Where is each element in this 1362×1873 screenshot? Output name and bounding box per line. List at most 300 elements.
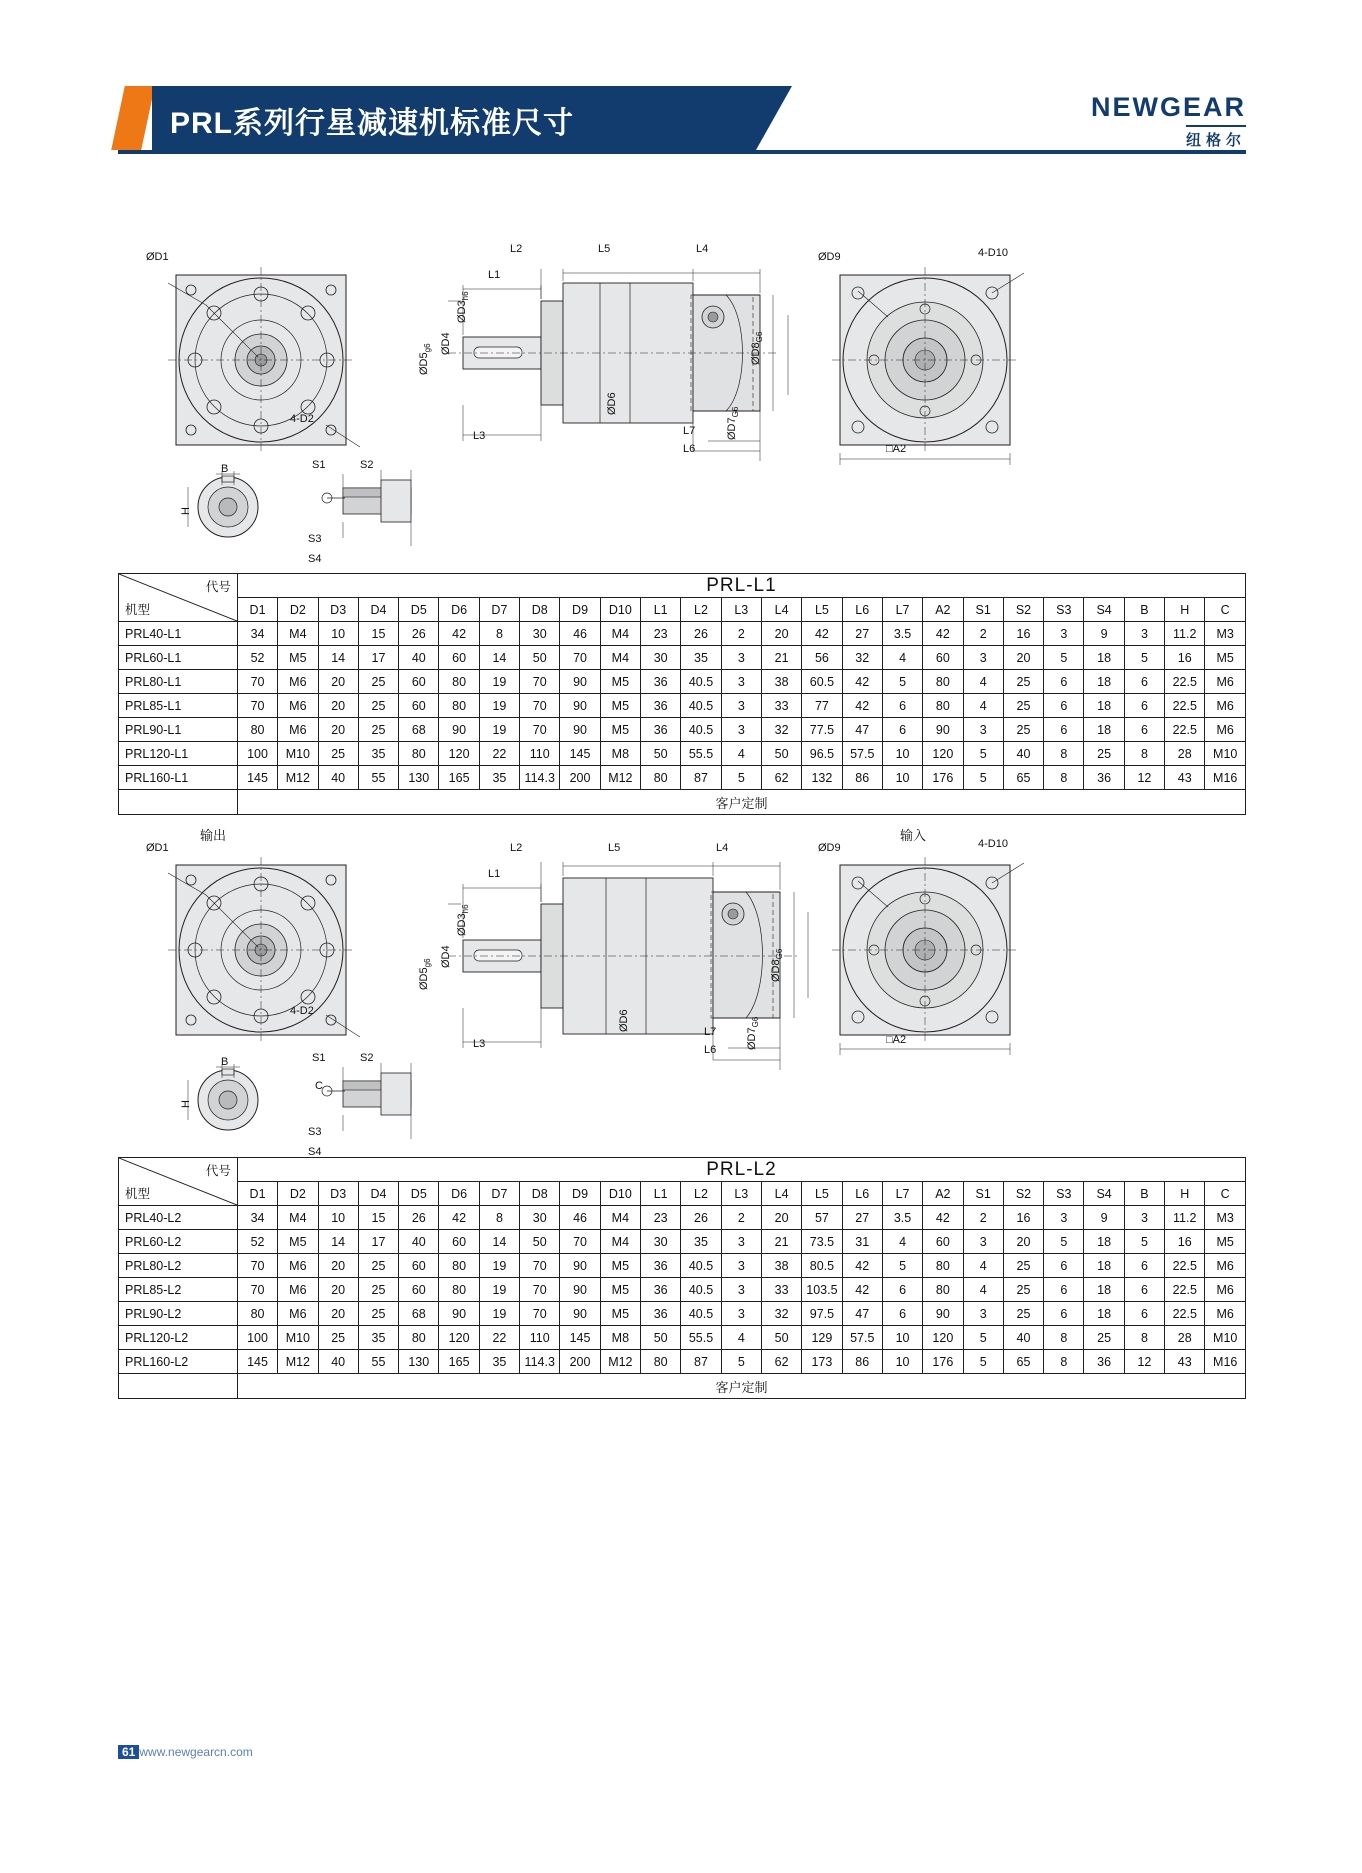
cell-l6: 27: [842, 1206, 882, 1230]
cell-l7: 10: [882, 1350, 922, 1374]
dim-b-label: B: [221, 463, 229, 475]
cell-l4: 38: [761, 670, 801, 694]
dim-h-label: H: [180, 507, 192, 515]
column-header-b: B: [1124, 1182, 1164, 1206]
dim-s4-label: S4: [308, 553, 322, 565]
cell-d5: 130: [399, 766, 439, 790]
cell-d7: 19: [479, 1254, 519, 1278]
column-header-s3: S3: [1044, 1182, 1084, 1206]
cell-b: 5: [1124, 646, 1164, 670]
cell-d9: 90: [560, 1278, 600, 1302]
cell-l4: 50: [761, 1326, 801, 1350]
dim-d5-label: $ØD5_{g6}$: [418, 343, 433, 375]
cell-d10: M5: [600, 694, 640, 718]
cell-l4: 32: [761, 1302, 801, 1326]
cell-l5: 103.5: [802, 1278, 842, 1302]
cell-d1: 70: [237, 1278, 277, 1302]
model-cell: PRL160-L1: [119, 766, 238, 790]
page-title: PRL系列行星减速机标准尺寸: [170, 107, 574, 140]
cell-s1: 5: [963, 766, 1003, 790]
cell-d4: 25: [358, 670, 398, 694]
cell-d4: 55: [358, 1350, 398, 1374]
cell-l7: 6: [882, 1278, 922, 1302]
cell-d10: M5: [600, 1302, 640, 1326]
cell-d9: 90: [560, 670, 600, 694]
cell-d4: 25: [358, 1254, 398, 1278]
cell-d2: M6: [278, 1278, 318, 1302]
cell-d2: M4: [278, 622, 318, 646]
cell-l6: 86: [842, 766, 882, 790]
cell-d4: 17: [358, 1230, 398, 1254]
cell-l1: 36: [641, 1254, 681, 1278]
dim-l1-label-l2: L1: [488, 868, 501, 880]
cell-l2: 40.5: [681, 718, 721, 742]
cell-d1: 145: [237, 1350, 277, 1374]
cell-d1: 52: [237, 646, 277, 670]
cell-c: M6: [1205, 670, 1246, 694]
cell-d3: 20: [318, 1302, 358, 1326]
cell-d10: M5: [600, 1278, 640, 1302]
model-cell: PRL160-L2: [119, 1350, 238, 1374]
header-orange-accent: [111, 86, 155, 150]
cell-d6: 90: [439, 718, 479, 742]
cell-d9: 70: [560, 1230, 600, 1254]
cell-s1: 4: [963, 694, 1003, 718]
cell-b: 6: [1124, 1302, 1164, 1326]
cell-s4: 18: [1084, 694, 1124, 718]
cell-d5: 60: [399, 1254, 439, 1278]
cell-d10: M12: [600, 766, 640, 790]
cell-d8: 70: [520, 1254, 560, 1278]
cell-l5: 77.5: [802, 718, 842, 742]
cell-l2: 40.5: [681, 1278, 721, 1302]
column-header-a2: A2: [923, 598, 963, 622]
dim-s2-label: S2: [360, 459, 374, 471]
cell-l6: 31: [842, 1230, 882, 1254]
cell-l5: 56: [802, 646, 842, 670]
model-cell: PRL40-L1: [119, 622, 238, 646]
dim-a2-label-l2: □A2: [886, 1034, 907, 1046]
cell-s2: 65: [1003, 1350, 1043, 1374]
column-header-d5: D5: [399, 1182, 439, 1206]
cell-s3: 3: [1044, 1206, 1084, 1230]
cell-c: M5: [1205, 1230, 1246, 1254]
column-header-d6: D6: [439, 1182, 479, 1206]
cell-l6: 27: [842, 622, 882, 646]
cell-l1: 80: [641, 766, 681, 790]
cell-d8: 70: [520, 670, 560, 694]
cell-d4: 25: [358, 1278, 398, 1302]
cell-d8: 110: [520, 1326, 560, 1350]
dim-l4-label-l2: L4: [716, 842, 729, 854]
cell-d6: 120: [439, 742, 479, 766]
cell-l6: 86: [842, 1350, 882, 1374]
cell-l2: 87: [681, 1350, 721, 1374]
dim-l1-label: L1: [488, 269, 501, 281]
cell-l4: 21: [761, 1230, 801, 1254]
cell-h: 22.5: [1165, 718, 1205, 742]
cell-s1: 2: [963, 1206, 1003, 1230]
cell-l1: 23: [641, 622, 681, 646]
column-header-d10: D10: [600, 1182, 640, 1206]
cell-l3: 3: [721, 694, 761, 718]
column-header-l7: L7: [882, 1182, 922, 1206]
cell-l4: 62: [761, 1350, 801, 1374]
cell-l3: 4: [721, 742, 761, 766]
cell-s4: 25: [1084, 742, 1124, 766]
dim-l4-label: L4: [696, 243, 709, 255]
cell-d4: 35: [358, 1326, 398, 1350]
cell-d2: M12: [278, 1350, 318, 1374]
cell-d5: 60: [399, 694, 439, 718]
dim-l5-label: L5: [598, 243, 611, 255]
cell-l4: 21: [761, 646, 801, 670]
cell-d6: 42: [439, 622, 479, 646]
cell-l2: 55.5: [681, 1326, 721, 1350]
cell-l2: 87: [681, 766, 721, 790]
cell-l4: 20: [761, 622, 801, 646]
table-row: [119, 1254, 1246, 1278]
dim-d6-label: ØD6: [606, 392, 618, 415]
table-column-row: [119, 598, 1246, 622]
table-corner-cell-2: [119, 1158, 238, 1206]
cell-l5: 96.5: [802, 742, 842, 766]
corner-label-model-2: 机型: [125, 1187, 151, 1201]
cell-s2: 40: [1003, 742, 1043, 766]
spec-table-l2: [118, 1157, 1246, 1399]
column-header-d6: D6: [439, 598, 479, 622]
cell-d3: 20: [318, 670, 358, 694]
cell-s4: 9: [1084, 1206, 1124, 1230]
table-title-l1: PRL-L1: [237, 574, 1245, 598]
column-header-l3: L3: [721, 1182, 761, 1206]
cell-l3: 3: [721, 1302, 761, 1326]
dim-l7-label-l2: L7: [704, 1026, 717, 1038]
cell-d6: 80: [439, 670, 479, 694]
model-cell: PRL40-L2: [119, 1206, 238, 1230]
cell-l7: 4: [882, 1230, 922, 1254]
cell-d9: 200: [560, 766, 600, 790]
column-header-d1: D1: [237, 598, 277, 622]
column-header-d2: D2: [278, 1182, 318, 1206]
cell-b: 12: [1124, 766, 1164, 790]
model-cell: PRL120-L2: [119, 1326, 238, 1350]
cell-l7: 6: [882, 694, 922, 718]
cell-s4: 36: [1084, 766, 1124, 790]
cell-d7: 35: [479, 766, 519, 790]
corner-label-model: 机型: [125, 603, 151, 617]
cell-s4: 9: [1084, 622, 1124, 646]
footer-url[interactable]: www.newgearcn.com: [139, 1745, 253, 1759]
cell-d9: 46: [560, 1206, 600, 1230]
cell-s1: 4: [963, 1278, 1003, 1302]
dim-d4-label: ØD4: [440, 332, 452, 355]
cell-d2: M6: [278, 670, 318, 694]
cell-h: 28: [1165, 742, 1205, 766]
cell-d2: M4: [278, 1206, 318, 1230]
page-footer: [118, 1745, 253, 1759]
cell-d8: 70: [520, 1278, 560, 1302]
cell-l5: 57: [802, 1206, 842, 1230]
cell-d10: M12: [600, 1350, 640, 1374]
model-cell: PRL80-L2: [119, 1254, 238, 1278]
cell-s4: 18: [1084, 1254, 1124, 1278]
cell-d5: 130: [399, 1350, 439, 1374]
cell-h: 22.5: [1165, 1254, 1205, 1278]
table-row: [119, 718, 1246, 742]
table-header-row: [119, 574, 1246, 598]
cell-l4: 20: [761, 1206, 801, 1230]
cell-d9: 70: [560, 646, 600, 670]
column-header-d2: D2: [278, 598, 318, 622]
cell-s2: 20: [1003, 646, 1043, 670]
cell-d1: 100: [237, 742, 277, 766]
dim-d9-label: ØD9: [818, 251, 841, 263]
dim-s2-label-l2: S2: [360, 1052, 374, 1064]
cell-d1: 145: [237, 766, 277, 790]
cell-s1: 2: [963, 622, 1003, 646]
table-row: [119, 694, 1246, 718]
cell-d4: 25: [358, 718, 398, 742]
column-header-l7: L7: [882, 598, 922, 622]
cell-s3: 3: [1044, 622, 1084, 646]
cell-s3: 6: [1044, 1302, 1084, 1326]
cell-l1: 36: [641, 694, 681, 718]
cell-l6: 57.5: [842, 742, 882, 766]
cell-d6: 80: [439, 694, 479, 718]
cell-s2: 65: [1003, 766, 1043, 790]
cell-l3: 3: [721, 646, 761, 670]
front-view-l2: [146, 855, 376, 1055]
dim-4d10-label: 4-D10: [978, 247, 1008, 259]
dim-l7-label: L7: [683, 425, 696, 437]
rear-view-l2: [818, 855, 1038, 1055]
column-header-l4: L4: [761, 598, 801, 622]
cell-d10: M8: [600, 742, 640, 766]
dim-d5-label-l2: $ØD5_{g6}$: [418, 958, 433, 990]
cell-d7: 19: [479, 718, 519, 742]
cell-s2: 25: [1003, 1254, 1043, 1278]
cell-d8: 30: [520, 622, 560, 646]
cell-d3: 20: [318, 1254, 358, 1278]
cell-l1: 30: [641, 1230, 681, 1254]
cell-d10: M4: [600, 1230, 640, 1254]
dim-s3-label-l2: S3: [308, 1126, 322, 1138]
cell-s3: 8: [1044, 742, 1084, 766]
column-header-l6: L6: [842, 1182, 882, 1206]
cell-c: M10: [1205, 742, 1246, 766]
table-row: [119, 646, 1246, 670]
column-header-l6: L6: [842, 598, 882, 622]
cell-c: M6: [1205, 718, 1246, 742]
cell-l3: 3: [721, 1254, 761, 1278]
header-rule: [118, 150, 1246, 154]
cell-d7: 22: [479, 742, 519, 766]
cell-s3: 8: [1044, 766, 1084, 790]
shaft-end-view-l2: [166, 1058, 286, 1138]
cell-d5: 40: [399, 646, 439, 670]
column-header-l4: L4: [761, 1182, 801, 1206]
dim-d7-label-l2: $ØD7_{G6}$: [746, 1016, 761, 1050]
cell-d7: 14: [479, 1230, 519, 1254]
cell-l7: 4: [882, 646, 922, 670]
cell-l4: 33: [761, 1278, 801, 1302]
dim-c-label-l2: C: [315, 1080, 323, 1092]
cell-l1: 36: [641, 1302, 681, 1326]
column-header-h: H: [1165, 598, 1205, 622]
drawing-group-l1: [118, 215, 1246, 565]
cell-d2: M10: [278, 1326, 318, 1350]
dim-d9-label-l2: ØD9: [818, 842, 841, 854]
spec-table-l1: [118, 573, 1246, 815]
cell-l3: 5: [721, 766, 761, 790]
cell-h: 22.5: [1165, 670, 1205, 694]
cell-d10: M4: [600, 622, 640, 646]
table-corner-cell: [119, 574, 238, 622]
cell-b: 6: [1124, 718, 1164, 742]
cell-l2: 26: [681, 1206, 721, 1230]
dim-l3-label-l2: L3: [473, 1038, 486, 1050]
dim-d7-label: $ØD7_{G6}$: [726, 406, 741, 440]
table-row: [119, 622, 1246, 646]
cell-d1: 52: [237, 1230, 277, 1254]
corner-label-code-2: 代号: [205, 1164, 231, 1178]
table-row: [119, 1230, 1246, 1254]
cell-s1: 3: [963, 1302, 1003, 1326]
cell-d4: 55: [358, 766, 398, 790]
cell-s4: 25: [1084, 1326, 1124, 1350]
cell-s2: 25: [1003, 718, 1043, 742]
dim-s4-label-l2: S4: [308, 1146, 322, 1158]
column-header-l1: L1: [641, 598, 681, 622]
column-header-s4: S4: [1084, 1182, 1124, 1206]
column-header-s1: S1: [963, 1182, 1003, 1206]
model-cell: PRL85-L1: [119, 694, 238, 718]
cell-a2: 90: [923, 718, 963, 742]
cell-l7: 10: [882, 1326, 922, 1350]
column-header-s1: S1: [963, 598, 1003, 622]
cell-l6: 42: [842, 694, 882, 718]
cell-d9: 145: [560, 742, 600, 766]
cell-d8: 50: [520, 1230, 560, 1254]
cell-d3: 20: [318, 1278, 358, 1302]
cell-s1: 5: [963, 1350, 1003, 1374]
cell-l7: 5: [882, 1254, 922, 1278]
table-title-l2: PRL-L2: [237, 1158, 1245, 1182]
cell-c: M3: [1205, 622, 1246, 646]
cell-h: 22.5: [1165, 1278, 1205, 1302]
drawing-group-l2: [118, 820, 1246, 1160]
column-header-d10: D10: [600, 598, 640, 622]
cell-b: 3: [1124, 622, 1164, 646]
column-header-l2: L2: [681, 1182, 721, 1206]
cell-l4: 50: [761, 742, 801, 766]
cell-d2: M5: [278, 1230, 318, 1254]
cell-d1: 34: [237, 1206, 277, 1230]
cell-d10: M5: [600, 1254, 640, 1278]
cell-a2: 80: [923, 1254, 963, 1278]
dim-d6-label-l2: ØD6: [618, 1009, 630, 1032]
dim-4d2-label-l2: 4-D2: [290, 1005, 314, 1017]
cell-a2: 90: [923, 1302, 963, 1326]
cell-d5: 26: [399, 1206, 439, 1230]
cell-d2: M10: [278, 742, 318, 766]
cell-l3: 3: [721, 1278, 761, 1302]
cell-s4: 36: [1084, 1350, 1124, 1374]
dim-l5-label-l2: L5: [608, 842, 621, 854]
table-footer-note-row-2: [119, 1374, 1246, 1399]
cell-s1: 5: [963, 742, 1003, 766]
dim-s1-label: S1: [312, 459, 326, 471]
shaft-end-view-l1: [166, 465, 286, 545]
cell-l2: 40.5: [681, 694, 721, 718]
cell-l7: 5: [882, 670, 922, 694]
cell-d2: M12: [278, 766, 318, 790]
column-header-h: H: [1165, 1182, 1205, 1206]
cell-a2: 42: [923, 1206, 963, 1230]
cell-d2: M5: [278, 646, 318, 670]
cell-a2: 80: [923, 1278, 963, 1302]
brand-name: NEWGEAR: [1091, 92, 1246, 122]
cell-c: M6: [1205, 694, 1246, 718]
dim-s1-label-l2: S1: [312, 1052, 326, 1064]
cell-l6: 42: [842, 1254, 882, 1278]
table-row: [119, 1302, 1246, 1326]
dim-l3-label: L3: [473, 430, 486, 442]
dim-d3-label-l2: $ØD3_{h6}$: [456, 904, 471, 936]
table-row: [119, 1206, 1246, 1230]
cell-d6: 165: [439, 766, 479, 790]
cell-l6: 32: [842, 646, 882, 670]
cell-l3: 3: [721, 670, 761, 694]
cell-l3: 2: [721, 622, 761, 646]
cell-l3: 3: [721, 718, 761, 742]
cell-s4: 18: [1084, 670, 1124, 694]
cell-l5: 77: [802, 694, 842, 718]
cell-d7: 35: [479, 1350, 519, 1374]
column-header-d1: D1: [237, 1182, 277, 1206]
cell-l6: 57.5: [842, 1326, 882, 1350]
cell-l5: 80.5: [802, 1254, 842, 1278]
cell-d7: 19: [479, 1302, 519, 1326]
cell-b: 3: [1124, 1206, 1164, 1230]
column-header-d7: D7: [479, 598, 519, 622]
cell-l5: 173: [802, 1350, 842, 1374]
cell-d1: 70: [237, 670, 277, 694]
cell-d5: 60: [399, 670, 439, 694]
cell-s4: 18: [1084, 1302, 1124, 1326]
cell-d4: 25: [358, 694, 398, 718]
cell-d2: M6: [278, 1302, 318, 1326]
cell-d3: 20: [318, 694, 358, 718]
cell-s4: 18: [1084, 1278, 1124, 1302]
cell-d8: 70: [520, 718, 560, 742]
cell-d1: 34: [237, 622, 277, 646]
dim-d8-label-l2: $ØD8_{G6}$: [770, 948, 785, 982]
column-header-d5: D5: [399, 598, 439, 622]
cell-l5: 132: [802, 766, 842, 790]
page-header: [118, 86, 1246, 164]
dim-d8-label: $ØD8_{G6}$: [750, 331, 765, 365]
cell-d3: 40: [318, 766, 358, 790]
cell-a2: 176: [923, 766, 963, 790]
cell-d4: 35: [358, 742, 398, 766]
cell-b: 6: [1124, 694, 1164, 718]
cell-c: M6: [1205, 1278, 1246, 1302]
cell-d4: 17: [358, 646, 398, 670]
cell-h: 11.2: [1165, 1206, 1205, 1230]
section-view-l1: [408, 255, 868, 475]
